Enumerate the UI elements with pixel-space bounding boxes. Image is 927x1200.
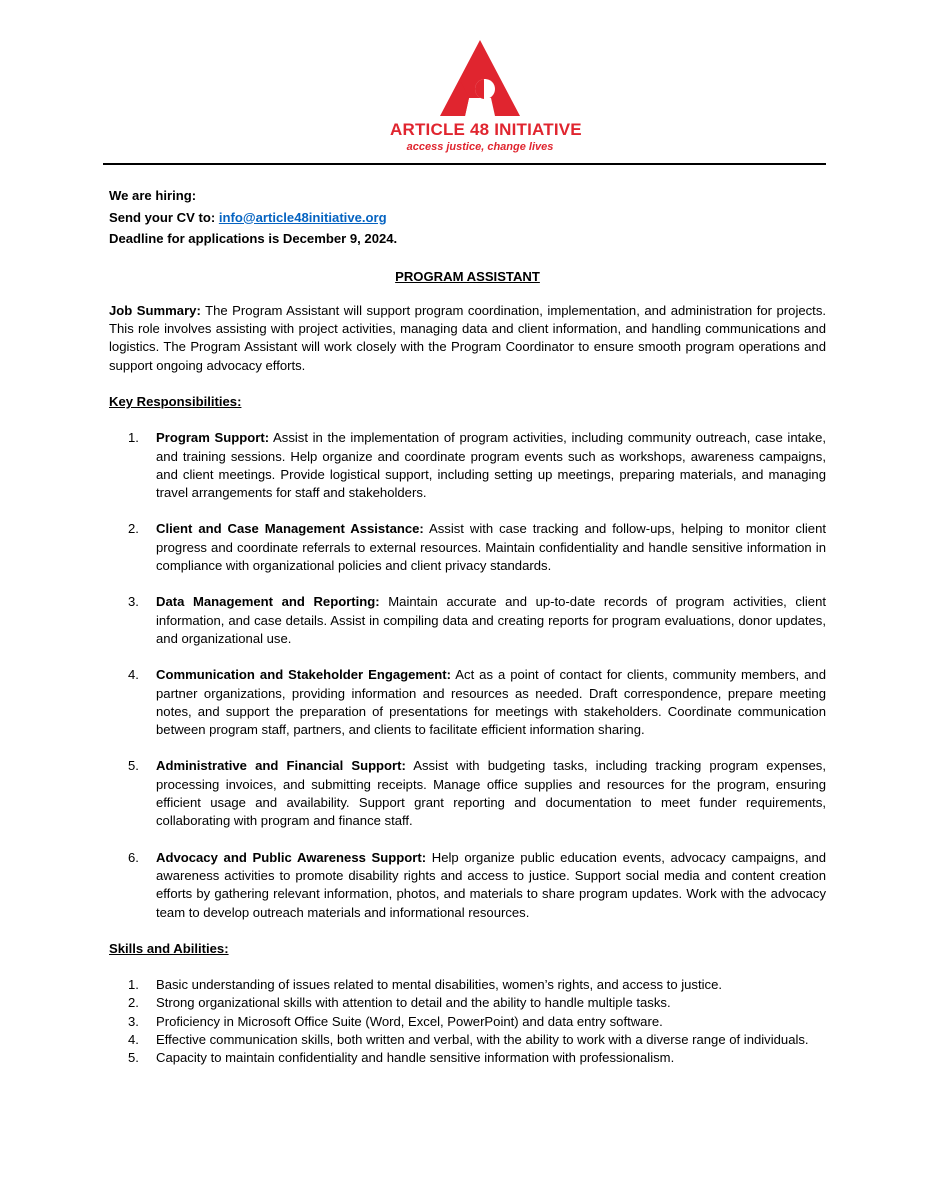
hiring-announcement: We are hiring: bbox=[109, 188, 197, 203]
organization-logo bbox=[390, 38, 582, 153]
item-text: Strong organizational skills with attention to detail and the ability to handle multiple tasks. bbox=[156, 995, 671, 1011]
job-summary bbox=[109, 302, 826, 375]
list-item bbox=[109, 666, 826, 739]
item-text: Basic understanding of issues related to mental disabilities, women’s rights, and access to justice. bbox=[156, 977, 722, 993]
item-title: Advocacy and Public Awareness Support: bbox=[156, 849, 427, 865]
responsibilities-heading: Key Responsibilities: bbox=[109, 393, 242, 409]
header-divider bbox=[103, 163, 826, 165]
item-text: Capacity to maintain confidentiality and handle sensitive information with professionalism. bbox=[156, 1050, 675, 1066]
responsibilities-list bbox=[109, 429, 826, 922]
list-item bbox=[109, 1013, 826, 1031]
item-text: Act as a point of contact for clients, community members, and partner organizations, providing information and resources as needed. Draft correspondence, prepare meeting notes, and support the preparation of presentations for meetings with stakeholders. Coordinate communication between program staff, partners, and clients to facilitate efficient information sharing. bbox=[156, 667, 826, 738]
list-item bbox=[109, 757, 826, 830]
item-number: 4. bbox=[128, 1032, 139, 1047]
item-number: 3. bbox=[128, 594, 139, 610]
list-item bbox=[109, 976, 826, 994]
list-item bbox=[109, 849, 826, 922]
application-deadline: Deadline for applications is December 9, 2024. bbox=[109, 231, 398, 246]
hiring-info bbox=[109, 185, 826, 250]
item-number: 3. bbox=[128, 1013, 139, 1029]
organization-name: ARTICLE 48 INITIATIVE bbox=[390, 120, 582, 139]
organization-tagline: access justice, change lives bbox=[406, 141, 554, 153]
skills-heading: Skills and Abilities: bbox=[109, 940, 229, 956]
item-title: Communication and Stakeholder Engagement: bbox=[156, 667, 452, 683]
cv-instruction bbox=[109, 207, 826, 229]
job-title: PROGRAM ASSISTANT bbox=[395, 268, 540, 284]
item-title: Program Support: bbox=[156, 430, 270, 446]
item-number: 2. bbox=[128, 521, 139, 537]
item-text: Assist in the implementation of program activities, including community outreach, case intake, and training sessions. Help organize and coordinate program events such as workshops, awareness campaigns, and client meetings. Provide logistical support, including setting up meetings, preparing materials, and managing travel arrangements for staff and stakeholders. bbox=[156, 430, 827, 501]
item-text: Effective communication skills, both written and verbal, with the ability to work with a diverse range of individuals. bbox=[156, 1032, 809, 1047]
item-title: Administrative and Financial Support: bbox=[156, 758, 406, 774]
document-body bbox=[109, 185, 826, 1068]
item-text: Help organize public education events, advocacy campaigns, and awareness activities to promote disability rights and access to justice. Support social media and content creation efforts by gathering relevant information, photos, and materials to share program updates. Work with the advocacy team to develop outreach materials and informational resources. bbox=[156, 849, 827, 920]
item-number: 4. bbox=[128, 667, 139, 683]
cv-label: Send your CV to: bbox=[109, 209, 219, 225]
item-number: 2. bbox=[128, 995, 139, 1011]
item-title: Client and Case Management Assistance: bbox=[156, 521, 424, 537]
list-item bbox=[109, 593, 826, 648]
item-number: 1. bbox=[128, 977, 139, 993]
email-link[interactable]: info@article48initiative.org bbox=[218, 209, 387, 225]
item-text: Maintain accurate and up-to-date records of program activities, client information, and case details. Assist in compiling data and creating reports for program evaluations, donor updates, and organizational use. bbox=[156, 594, 826, 646]
job-summary-label: Job Summary: bbox=[109, 302, 201, 318]
list-item bbox=[109, 520, 826, 575]
item-text: Assist with case tracking and follow-ups, helping to monitor client progress and coordinate referrals to external resources. Maintain confidentiality and handle sensitive information in compliance with organizational policies and client privacy standards. bbox=[156, 521, 826, 574]
list-item bbox=[109, 429, 826, 502]
list-item bbox=[109, 994, 826, 1012]
item-title: Data Management and Reporting: bbox=[156, 594, 380, 610]
list-item bbox=[109, 1031, 826, 1049]
job-summary-text: The Program Assistant will support program coordination, implementation, and administration for projects. This role involves assisting with project activities, managing data and client information, and handling communications and logistics. The Program Assistant will work closely with the Program Coordinator to ensure smooth program operations and support ongoing advocacy efforts. bbox=[109, 302, 826, 373]
skills-list bbox=[109, 976, 826, 1067]
article48-logo-icon bbox=[439, 38, 521, 118]
item-number: 1. bbox=[128, 430, 139, 446]
list-item bbox=[109, 1049, 826, 1067]
item-number: 6. bbox=[128, 849, 139, 865]
item-number: 5. bbox=[128, 1050, 139, 1066]
item-number: 5. bbox=[128, 758, 139, 774]
item-text: Proficiency in Microsoft Office Suite (Word, Excel, PowerPoint) and data entry software. bbox=[156, 1013, 663, 1029]
item-text: Assist with budgeting tasks, including tracking program expenses, processing invoices, and submitting receipts. Manage office supplies and resources for the program, ensuring efficient usage and availability. Support grant reporting and documentation to meet funder requirements, collaborating with program and finance staff. bbox=[156, 758, 826, 829]
